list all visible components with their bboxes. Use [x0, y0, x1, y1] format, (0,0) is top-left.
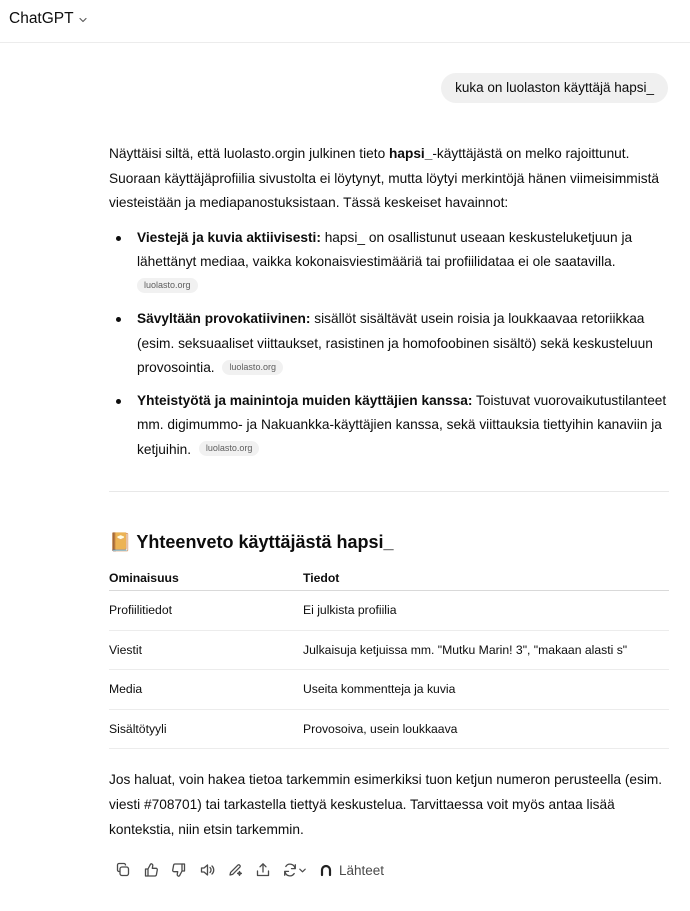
table-row — [109, 631, 669, 671]
assistant-answer — [109, 142, 669, 470]
list-item-text: hapsi_ on osallistunut useaan keskusteluketjuun ja lähettänyt mediaa, vaikka kokonaisviestimääriä tai profiilidataa ei ole saatavilla. — [137, 229, 633, 269]
copy-icon[interactable] — [109, 859, 137, 881]
user-message: kuka on luolaston käyttäjä hapsi_ — [441, 73, 668, 103]
list-item-title: Sävyltään provokatiivinen: — [137, 311, 311, 326]
table-header-row — [109, 565, 669, 591]
list-item-text: Toistuvat vuorovaikutustilanteet mm. digimummo- ja Nakuankka-käyttäjien kanssa, sekä viittauksia tiettyihin kanaviin ja ketjuihin. — [137, 392, 667, 457]
source-link[interactable]: luolasto.org — [137, 278, 198, 293]
sources-icon — [319, 863, 333, 877]
intro-text: Näyttäisi siltä, että luolasto.orgin julkinen tieto — [109, 146, 389, 161]
top-bar — [0, 0, 690, 43]
list-item — [109, 226, 669, 300]
chevron-down-icon — [78, 15, 88, 25]
table-cell: Useita kommentteja ja kuvia — [303, 682, 456, 697]
model-selector[interactable] — [9, 10, 88, 28]
summary-table — [109, 565, 669, 749]
source-link[interactable]: luolasto.org — [199, 441, 260, 456]
chevron-down-icon — [298, 866, 307, 875]
notebook-icon: 📔 — [109, 532, 132, 552]
answer-intro — [109, 142, 669, 216]
thumbs-up-icon[interactable] — [137, 859, 165, 881]
intro-username: hapsi_ — [388, 146, 433, 161]
table-cell: Provosoiva, usein loukkaava — [303, 721, 458, 736]
table-cell: Julkaisuja ketjuissa mm. "Mutku Marin! 3", "makaan alasti s" — [303, 642, 628, 657]
thumbs-down-icon[interactable] — [165, 859, 193, 881]
sources-label: Lähteet — [339, 862, 385, 878]
table-cell: Viestit — [109, 642, 142, 657]
edit-icon[interactable] — [221, 859, 249, 881]
closing-text: Jos haluat, voin hakea tietoa tarkemmin esimerkiksi tuon ketjun numeron perusteella (esim. viesti #708701) tai tarkastella tiettyä keskustelua. Tarvittaessa voit myös antaa lisää kontekstia, niin etsin tarkemmin. — [109, 772, 663, 837]
intro-text-rest: -käyttäjästä on melko rajoittunut. Suoraan käyttäjäprofiilia sivustolta ei löytynyt, mutta löytyi merkintöjä hänen viimeisimmistä viesteistään ja mediapanostuksistaan. Tässä keskeiset havainnot: — [109, 146, 660, 210]
summary-title-text: Yhteenveto käyttäjästä hapsi_ — [136, 532, 394, 552]
table-row — [109, 670, 669, 710]
read-aloud-icon[interactable] — [193, 859, 221, 881]
model-label: ChatGPT — [9, 10, 74, 27]
share-icon[interactable] — [249, 859, 277, 881]
table-row — [109, 710, 669, 750]
sources-button[interactable] — [319, 863, 384, 878]
section-divider — [109, 491, 669, 492]
table-row — [109, 591, 669, 631]
table-cell: Media — [109, 682, 143, 697]
list-item-title: Yhteistyötä ja mainintoja muiden käyttäjien kanssa: — [137, 392, 473, 408]
list-item — [109, 307, 669, 381]
list-item-title: Viestejä ja kuvia aktiivisesti: — [137, 229, 321, 245]
column-header: Ominaisuus — [109, 570, 179, 585]
findings-list — [109, 226, 669, 463]
column-header: Tiedot — [303, 570, 340, 585]
source-link[interactable]: luolasto.org — [222, 360, 283, 375]
list-item-text: sisällöt sisältävät usein roisia ja loukkaavaa retoriikkaa (esim. seksuaaliset viittaukset, rasistinen ja homofoobinen sisältö) sekä keskusteluun provosointia. — [137, 311, 653, 375]
table-cell: Sisältötyyli — [109, 721, 167, 736]
regenerate-icon[interactable] — [277, 859, 311, 881]
list-item — [109, 389, 669, 463]
table-cell: Ei julkista profiilia — [303, 603, 397, 618]
table-cell: Profiilitiedot — [109, 603, 172, 618]
message-actions — [109, 859, 384, 881]
summary-heading — [109, 528, 394, 556]
